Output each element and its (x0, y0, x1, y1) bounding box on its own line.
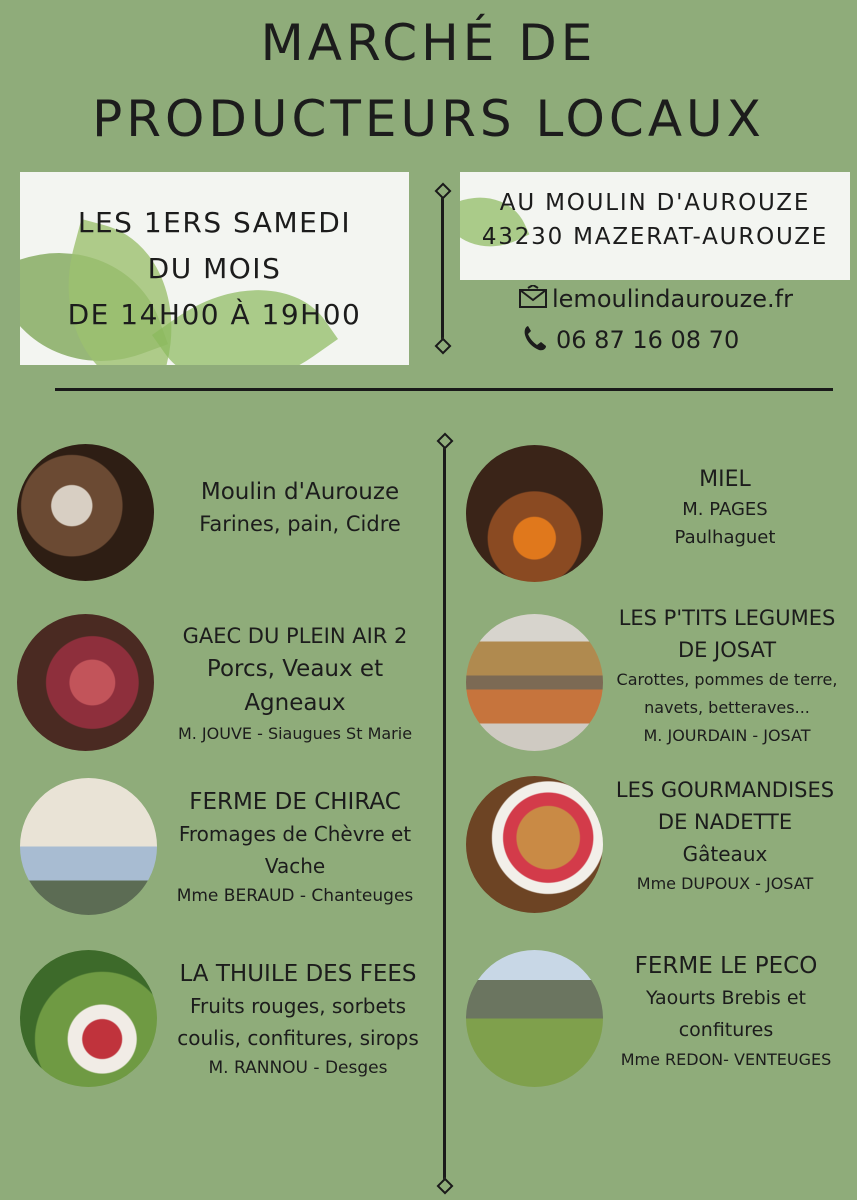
vendor-products: Farines, pain, Cidre (199, 512, 401, 536)
vendor-contact: M. PAGES (682, 499, 768, 520)
horizontal-divider (55, 388, 833, 391)
vendor-products-extra: Agneaux (244, 690, 346, 716)
vendor-name: GAEC DU PLEIN AIR 2 (182, 624, 408, 648)
cheese-photo (20, 778, 157, 915)
meat-photo (17, 614, 154, 751)
vendor-products: Fruits rouges, sorbets (189, 994, 407, 1018)
vendor-ptits-legumes (598, 602, 856, 750)
vendor-products: Carottes, pommes de terre, (616, 670, 838, 689)
vendor-products-extra: navets, betteraves... (644, 698, 810, 717)
schedule-line-1: LES 1ERS SAMEDI (77, 206, 352, 239)
title-line-1: MARCHÉ DE (260, 14, 597, 72)
vendor-contact: M. JOURDAIN - JOSAT (643, 726, 811, 745)
schedule-panel (20, 172, 409, 365)
divider-diamond (435, 338, 452, 355)
vendor-gaec-plein-air (140, 620, 450, 748)
vendor-name: LA THUILE DES FEES (179, 961, 417, 987)
top-divider (441, 190, 444, 348)
divider-diamond (435, 183, 452, 200)
vendor-miel (600, 464, 850, 552)
vendor-name: FERME LE PECO (634, 953, 818, 979)
website-link[interactable]: lemoulindaurouze.fr (552, 285, 793, 313)
vendor-ferme-chirac (145, 786, 445, 910)
cookies-photo (466, 776, 603, 913)
vendor-name: FERME DE CHIRAC (189, 789, 401, 815)
vendor-products: Gâteaux (682, 842, 768, 866)
envelope-icon (518, 285, 552, 315)
vendor-contact: Mme REDON- VENTEUGES (620, 1050, 832, 1069)
vendor-products: Yaourts Brebis et (645, 987, 807, 1009)
vendor-contact: M. JOUVE - Siaugues St Marie (177, 724, 413, 743)
phone-contact[interactable] (522, 324, 739, 358)
vendor-contact: Mme DUPOUX - JOSAT (636, 874, 814, 893)
jam-jar-photo (20, 950, 157, 1087)
vendor-products: Porcs, Veaux et (206, 656, 384, 682)
title-line-2: PRODUCTEURS LOCAUX (92, 90, 765, 148)
vendor-moulin-aurouze (150, 476, 450, 540)
schedule-line-3: DE 14H00 À 19H00 (67, 298, 362, 331)
sheep-field-photo (466, 950, 603, 1087)
vendor-name-line-2: DE JOSAT (677, 638, 777, 662)
divider-diamond (437, 1178, 454, 1195)
vegetable-crates-photo (466, 614, 603, 751)
vendor-products: Fromages de Chèvre et (178, 822, 412, 846)
location-panel (460, 172, 850, 280)
phone-number[interactable]: 06 87 16 08 70 (556, 326, 740, 354)
vendor-name: Moulin d'Aurouze (200, 479, 400, 505)
vendor-name-line-1: LES P'TITS LEGUMES (618, 606, 836, 630)
schedule-line-2: DU MOIS (147, 252, 282, 285)
honey-jar-photo (466, 445, 603, 582)
vendor-thuile-fees (148, 958, 448, 1082)
location-line-2: 43230 MAZERAT-AUROUZE (481, 224, 829, 250)
vendor-name: MIEL (699, 467, 751, 492)
vendor-name-line-1: LES GOURMANDISES (615, 778, 835, 802)
location-line-1: AU MOULIN D'AUROUZE (499, 190, 811, 216)
divider-diamond (437, 433, 454, 450)
vendor-name-line-2: DE NADETTE (657, 810, 793, 834)
phone-icon (522, 324, 556, 358)
vendor-ferme-peco (596, 950, 856, 1074)
vendor-products-extra: coulis, confitures, sirops (177, 1026, 419, 1050)
vendor-products-extra: confitures (678, 1019, 774, 1041)
vendor-location: Paulhaguet (674, 527, 776, 548)
flour-bread-photo (17, 444, 154, 581)
vendor-contact: Mme BERAUD - Chanteuges (176, 886, 414, 906)
vendor-contact: M. RANNOU - Desges (208, 1058, 388, 1078)
vendor-gourmandises-nadette (596, 774, 854, 898)
website-contact[interactable] (518, 285, 793, 315)
vendor-products-extra: Vache (264, 854, 326, 878)
